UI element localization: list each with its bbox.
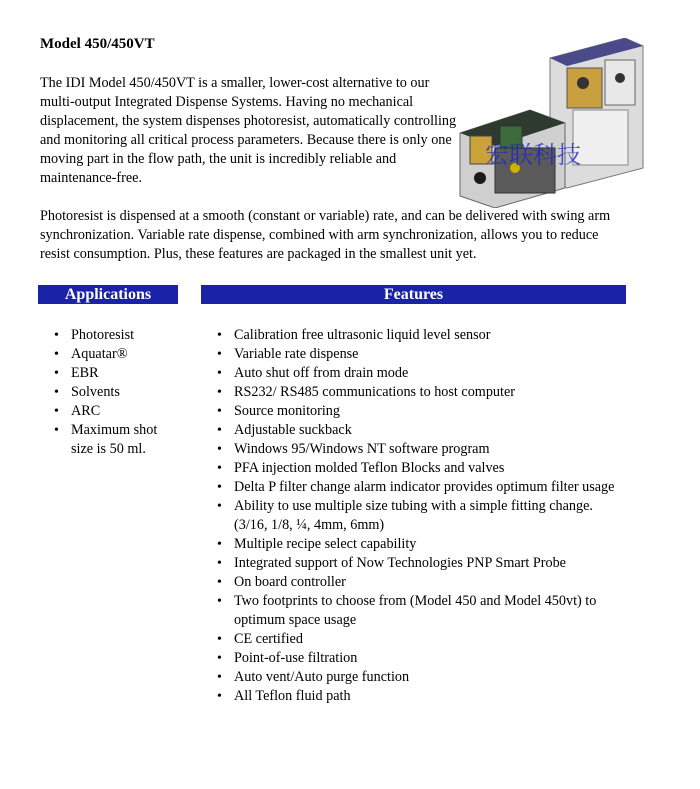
feature-item: • Auto shut off from drain mode (234, 364, 619, 383)
feature-item: • Variable rate dispense (234, 345, 619, 364)
application-item: • EBR (71, 364, 181, 383)
page-title: Model 450/450VT (40, 36, 155, 52)
features-list (234, 326, 619, 706)
feature-item: • All Teflon fluid path (234, 687, 619, 706)
application-item: • Solvents (71, 383, 181, 402)
product-photo (455, 38, 645, 208)
feature-item: • Delta P filter change alarm indicator provides optimum filter usage (234, 478, 619, 497)
application-item: • ARC (71, 402, 181, 421)
applications-header: Applications (38, 285, 178, 304)
feature-item: • CE certified (234, 630, 619, 649)
feature-item: • PFA injection molded Teflon Blocks and valves (234, 459, 619, 478)
application-item: • Aquatar® (71, 345, 181, 364)
feature-item: • Calibration free ultrasonic liquid level sensor (234, 326, 619, 345)
dispense-paragraph: Photoresist is dispensed at a smooth (constant or variable) rate, and can be delivered with swing arm synchronization. Variable rate dispense, combined with arm synchronization, allows you to reduce resist consumption. Plus, these features are packaged in the smallest unit yet. (40, 208, 611, 262)
feature-item: • Point-of-use filtration (234, 649, 619, 668)
watermark-text: 宏联科技 (485, 141, 581, 169)
feature-item: • Two footprints to choose from (Model 450 and Model 450vt) to optimum space usage (234, 592, 619, 630)
application-item: • Maximum shot size is 50 ml. (71, 421, 181, 459)
feature-item: • Auto vent/Auto purge function (234, 668, 619, 687)
feature-item: • On board controller (234, 573, 619, 592)
features-header: Features (201, 285, 626, 304)
feature-item: • Source monitoring (234, 402, 619, 421)
feature-item: • Multiple recipe select capability (234, 535, 619, 554)
feature-item: • RS232/ RS485 communications to host computer (234, 383, 619, 402)
feature-item: • Adjustable suckback (234, 421, 619, 440)
feature-item: • Integrated support of Now Technologies PNP Smart Probe (234, 554, 619, 573)
feature-item: • Windows 95/Windows NT software program (234, 440, 619, 459)
applications-list (71, 326, 181, 459)
intro-paragraph: The IDI Model 450/450VT is a smaller, lower-cost alternative to our multi-output Integrated Dispense Systems. Having no mechanical displacement, the system dispenses photoresist, automatically controlling and monitoring all critical process parameters. Because there is only one moving part in the flow path, the unit is incredibly reliable and maintenance-free. (40, 75, 457, 186)
application-item: • Photoresist (71, 326, 181, 345)
feature-item: • Ability to use multiple size tubing with a simple fitting change. (3/16, 1/8, ¼, 4mm, 6mm) (234, 497, 619, 535)
